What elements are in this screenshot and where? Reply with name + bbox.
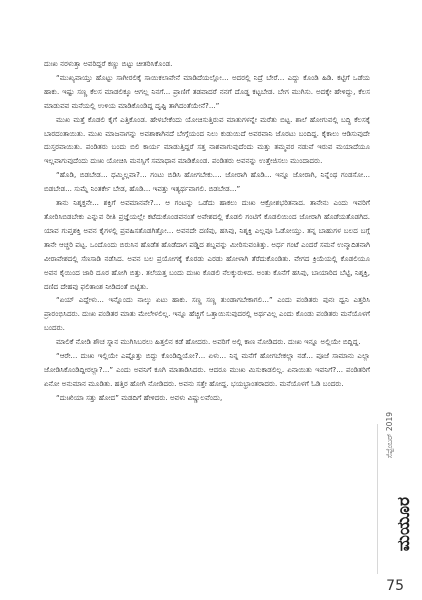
paragraph: “ದುಃಖಿಯಾ ಸತ್ತು ಹೋದ” ಮಡದಿಗೆ ಹೇಳಿದರು. ಅವಳು ವಿಷ್ಣುಲವೆಂದು, xyxy=(56,392,223,402)
magazine-name: ಮಯೂರ xyxy=(394,497,414,552)
paragraph: “ಏಯ್ ಎದ್ದೇಳು... ಇನ್ನೊಂದು ನಾಲ್ಕು ಏಟು ಹಾಕು. ಸಣ್ಣ ಸಣ್ಣ ತುಂಡಾಗಬೇಕಾಗಲಿ...” ಎಂದು ಪಂಡಿತರು ಪುನಃ ಧ್ವನಿ ಎತ್ತರಿಸಿ ಪ್ರಾರಂಭಿಸಿದರು. ದುಃಖ ಪಂಡಿತರ ಮಾತು ಮೇಲೇಳಲಿಲ್ಲ. ಇನ್ನೂ ಹೆಚ್ಚಿಗೆ ಒತ್ತಾಯಿಸುವುದರಲ್ಲಿ ಅರ್ಥವಿಲ್ಲ ಎಂದು ಕೊಂಡು ಪಂಡಿತರು ಮನೆಯೊಳಗೆ ಬಂದರು. xyxy=(44,295,370,333)
paragraph: ದುಃಖ ನರಳುತ್ತಾ ಅವರಿದ್ದರೆ ಕಣ್ಣು ಬಿಟ್ಟು ಚೀತರಿಸಿಕೊಂಡ. xyxy=(44,59,173,68)
paragraph: “ಮುಖ್ಯವಾಯ್ತು ಹೊಟ್ಟು ಸಾಗೀರಲಿಕ್ಕೆ ಸಾಯಿಕಲಾವೇನೆ ಮಾಡಿದೆಯಲ್ಲೋ... ಅದರಲ್ಲಿ ನಿದ್ರೆ ಬೇರೆ... ಎದ್ದು ಕೊಂಡಿ ಹಿಡಿ. ಕಟ್ಟಿಗೆ ಒಡೆಯ ಹಾಕು. ಇಷ್ಟು ಸಣ್ಣ ಕೆಲಸ ಮಾಡಲಿಕ್ಕೂ ಆಗಲ್ಲ ನಿನಗೆ... ಪ್ರಾಣಿಗೆ ತಡವಾದರೆ ನನಗೆ ದೊಡ್ಡ ಕಟ್ಟಬೇಡ. ಬೇಗ ಮುಗಿಸು. ಅದಕ್ಕೇ ಹೇಳಿದ್ದು, ಕೆಲಸ ಮಾಡುವವ ಮನೆಯಲ್ಲಿ ಉಳಿಯ ಮಾಡಿಕೊಂಡಿದ್ದ ದೃಷ್ಟಿ ತಾಗಿದಂತೆಯೇನೆ?...” xyxy=(44,72,370,110)
paragraph: ಮುಖ ಮತ್ತೆ ಕೊಡಲಿ ಕೈಗೆ ಎತ್ತಿಕೊಂಡ. ಹೇಳಬೇಕೆಂದು ಯೋಚಿಸುತ್ತಿರುವ ಮಾತುಗಳನ್ನೇ ಮರೆತು ಬಿಟ್ಟ. ಶಾಲೆ ಹೋಗುವಲ್ಲಿ ಬದ್ಧಿ ಕೆಲಸಕ್ಕೆ ಬಾರದಂತಾಯಿತು. ಮುಖ ಮಾಜನಾಗನ್ನು ಅವಶಾಕಾಗಿನದೆ ಬೇಗ್ಗೆಯಂದ ನಿಲು ಕುಡುಯಿದೆ ಅವರವಾನಿ ಜೊರಟು ಬಂದಿದ್ದ. ಕೈಕಾಲು ಆಡಿಸುವುದೇ ದುಸ್ತರವಾಯಿತು. ಪಂಡಿತರು ಬಂದು ಬಿಲಿ ಕಾರ್ಯ ಮಾಡುತ್ತಿದ್ದರೆ ಸತ್ತ ನಾಶವಾಗುವುದೆಂದು ಮತ್ತು ತಮ್ಮವರ ನಡುವೆ ಇರುವ ಮಯಾದೆಯೂ ಇಲ್ಲವಾಗುವುದೆಂದು ದುಃಖ ಯೋಚಿಸಿ ಮನಸ್ಸಿಗೆ ಸಮಾಧಾನ ಮಾಡಿಕೊಂಡ. ಪಂಡಿತರು ಅವನನ್ನು ಉತ್ತೇಜಿಸಲು ಮುಂದಾದರು. xyxy=(44,114,370,166)
page-number: 75 xyxy=(386,578,404,594)
paragraph: “ಹೊಡಿ, ಬಿಡಬೇಡ... ಧಮ್ಮಿಲ್ಲವಾ?... ಗಂಟು ಬಿಡಿಸಿ ಹೋಗಬೇಕು.... ಜೋರಾಗಿ ಹೊಡಿ... ಇನ್ನೂ ಜೋರಾಗಿ, ನಿನ್ನೆಂಥ ಗಂಡಸೋ... ಬಿಡಬೇಡ... ಸುಮ್ನೆ ನಿಂತರ್ಕೇ ಬೇಡ, ಹೊಡಿ... ಇವತ್ತು ಇತ್ಯರ್ಥವಾಗಲಿ. ಬಿಡಬೇಡ...” xyxy=(44,170,370,194)
paragraph: ತಾನು ನಿಶ್ಶಕ್ತನೇ... ಶಕ್ತಿಗೆ ಅವಮಾನವೇ?... ಆ ಗಂಟನ್ನು ಒಡೆದು ಹಾಕಲು ದುಃಖ ಆಕ್ರೋಶಭರಿತನಾದ. ತಾನೇನು ಎಂದು ಇವರಿಗೆ ತೋರಿಸಿಬಿಡಬೇಕು ಎನ್ನುವ ರೀತಿ ಪ್ರಜ್ಞೆಯಲ್ಲೇ ಕಟೆದುಕೊಂಡವನಂತೆ ಅವೇಶದಲ್ಲಿ ಕೊಡಲಿ ಗಂಟಿಗೆ ಕೊಡಲಿಯಿಂದ ಜೋರಾಗಿ ಹೊಡೆಯತೊಡಗಿದ. ಯಾವ ಗುಪ್ತಶಕ್ತಿ ಅವನ ಕೈಗಳಲ್ಲಿ ಪ್ರವಹಿಸತೊಡಗಿತ್ತೋ... ಅವನದೇ ದಣಿವು, ಹಸಿವು, ನಿಶ್ಶಕ್ತಿ ಎಲ್ಲವೂ ಓಡೋಯ್ತು. ತನ್ನ ಬಾಹುಗಳ ಬಲದ ಬಗ್ಗೆ ತಾನೇ ಆಚ್ಚರಿ ಪಟ್ಟ. ಒಂದೊಂದು ಬಿರುಸಿನ ಹೊಡೆತ ಹೊಡೆದಾಗ ಪಡ್ಡಿದ ಶಬ್ದವನ್ನು ಮೀರಿಸುವಂತಿತ್ತು. ಅರ್ಧ ಗಂಟೆ ಎಂದರೆ ಸಮನೆ ಉನ್ಮಾದಿತನಾಗಿ ವೀರಾವೇಶದಲ್ಲಿ ಸೆಣಸಾಡಿ ನಡೆಸಿದ. ಅವನ ಬಲ ಪ್ರಯೋಗಕ್ಕೆ ಕೊರಡು ಎರಡು ಹೋಳಾಗಿ ತೆರೆದುಕೊಂಡಿತು. ವೇಗದ ಕ್ರಿಯೆಯಲ್ಲಿ ಕೊಡಲಿಯೂ ಅವನ ಕೈಯಿಂದ ಜಾರಿ ದೂರ ಹೋಗಿ ಬಿತ್ತು. ತಲೆಯತ್ತ ಬಂದು ದುಃಖ ಕೊಡಲಿ ನೆಲಕ್ಕುರುಳಿದ. ಅಂತು ಕೊನೆಗೆ ಹಸಿವು, ಬಾಯಾರಿದ ಬೆಟ್ಟಿ, ನಿಶ್ಶಕ್ತಿ, ದಣಿದ ದೇಹವು ಫಲಿತಾಂಶ ನೀಡಿದಂತೆ ಬಿಟ್ಟಿತು. xyxy=(44,198,370,291)
issue-date: ಸೆಪ್ಟೆಂಬರ್ 2019 xyxy=(385,412,394,459)
paragraph: “ಆರೇ... ದುಃಖ ಇಲ್ಲಿಯೇ ಎಷ್ಟೊತ್ತು ಬಿದ್ದು ಕೊಂಡಿದ್ದಿಯೋ?... ಏಳು... ನಿನ್ನ ಮನೆಗೆ ಹೋಗಬೇಕಲ್ಲಾ ನಡೆ... ಪೂಜೆ ಸಾಮಾನು ಎಲ್ಲಾ ಜೋಡಿಸಿಕೊಂಡಿದ್ದೀರಲ್ಲಾ?...” ಎಂದು ಅವನಿಗೆ ಕೂಗಿ ಮಾತಾಡಿಸಿದರು. ಆದರೂ ಮುಃಖ ಮಿಸುಕಾಡಲಿಲ್ಲ. ಏನಾಯಿತು ಇವನಿಗೆ?... ಪಂಡಿತರಿಗೆ ಏನೋ ಅನುಮಾನ ಮೂಡಿತು. ಹತ್ತಿರ ಹೋಗಿ ನೋಡಿದರು. ಅವನು ಸತ್ತೇ ಹೋದ್ದ. ಭಯಭ್ರಾಂತರಾದರು. ಮನೆಯೊಳಗೆ ಓಡಿ ಬಂದರು. xyxy=(44,351,370,388)
margin-rule xyxy=(377,424,378,574)
paragraph: ಮಾಲಿಕೆ ನೋಡಿ ಶೌಚ ಸ್ನಾನ ಮುಗಿಸಿಬರಲು ಹಿತ್ತಲಿನ ಕಡೆ ಹೋದರು. ಅವರಿಗೆ ಅಲ್ಲಿ ಕಾಣ ನೋಡಿದರು. ದುಃಖ ಇನ್ನೂ ಅಲ್ಲಿಯೇ ಬಿದ್ದಿದ್ದ. xyxy=(56,337,361,347)
article-body xyxy=(44,57,370,405)
